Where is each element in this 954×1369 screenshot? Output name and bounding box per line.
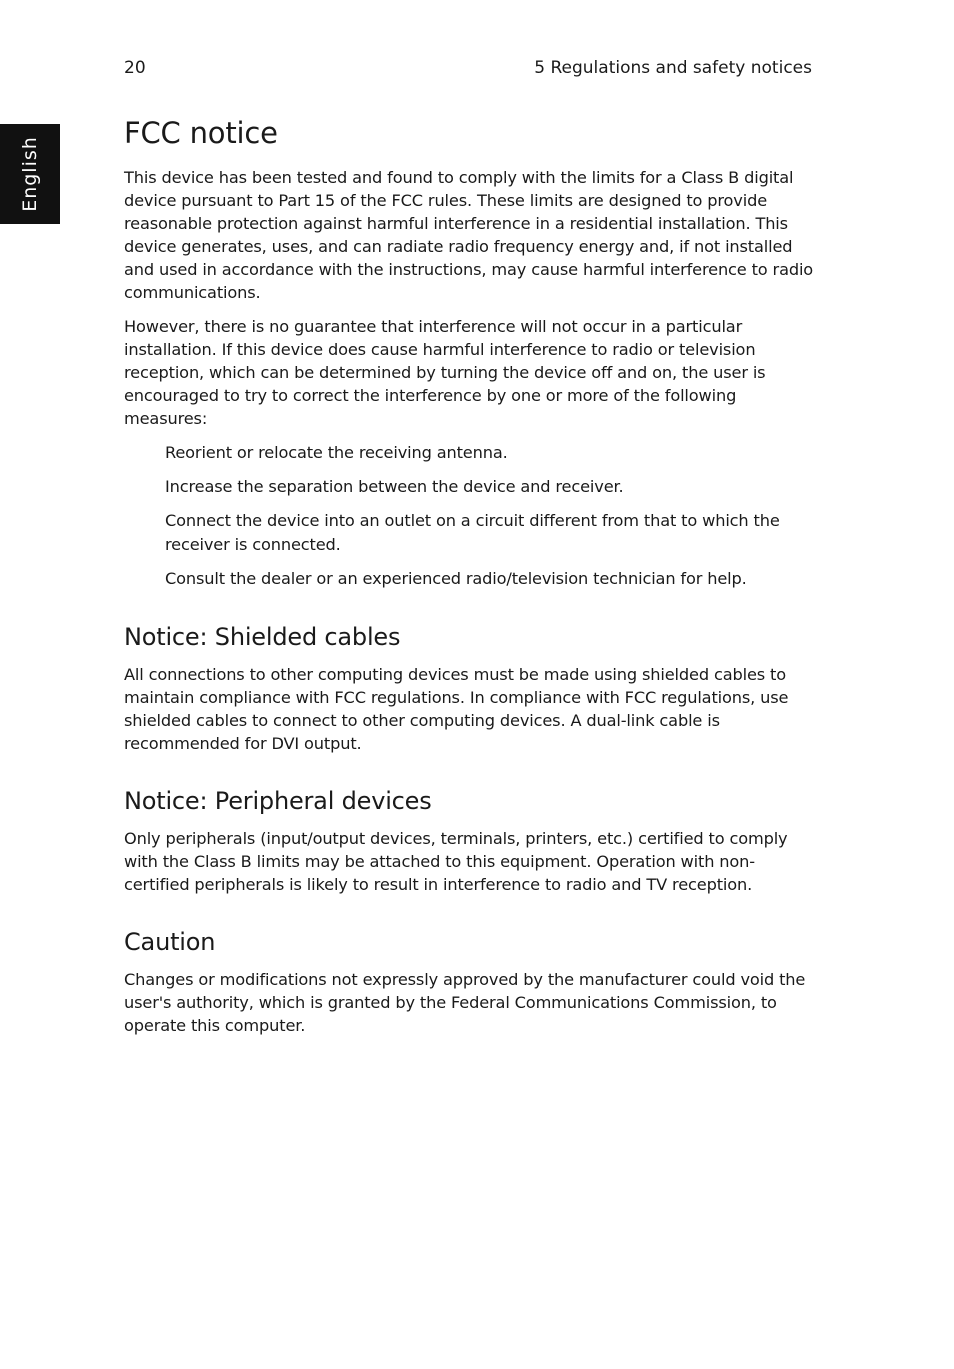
fcc-notice-paragraph: This device has been tested and found to comply with the limits for a Class B digital device pursuant to Part 15 of the FCC rules. These limits are designed to provide reasonable protection against harmful interference in a residential installation. This device generates, uses, and can radiate radio frequency energy and, if not installed and used in accordance with the instructions, may cause harmful interference to radio communications. (124, 168, 814, 302)
shielded-cables-title: Notice: Shielded cables (124, 623, 401, 651)
language-tab-label: English (19, 136, 41, 212)
measure-item: Consult the dealer or an experienced radio/television technician for help. (165, 569, 747, 588)
measure-item: Reorient or relocate the receiving antenna. (165, 443, 508, 462)
fcc-notice-paragraph: However, there is no guarantee that interference will not occur in a particular installation. If this device does cause harmful interference to radio or television reception, which can be determined by turning the device off and on, the user is encouraged to try to correct the interference by one or more of the following measures: (124, 317, 766, 428)
fcc-notice-title: FCC notice (124, 116, 278, 150)
shielded-cables-section (124, 621, 814, 755)
measures-list (124, 441, 814, 591)
page-content (124, 112, 814, 1048)
peripheral-devices-text: Only peripherals (input/output devices, terminals, printers, etc.) certified to comply with the Class B limits may be attached to this equipment. Operation with non-certified peripherals is likely to result in interference to radio and TV reception. (124, 829, 788, 894)
peripheral-devices-section (124, 785, 814, 896)
caution-text: Changes or modifications not expressly approved by the manufacturer could void the user's authority, which is granted by the Federal Communications Commission, to operate this computer. (124, 970, 806, 1035)
running-header: 5 Regulations and safety notices (534, 58, 812, 78)
language-tab (0, 124, 60, 224)
measure-item: Increase the separation between the device and receiver. (165, 477, 624, 496)
caution-section (124, 926, 814, 1037)
peripheral-devices-title: Notice: Peripheral devices (124, 787, 432, 815)
caution-title: Caution (124, 928, 216, 956)
fcc-notice-section (124, 112, 814, 591)
page-number: 20 (124, 58, 146, 78)
shielded-cables-text: All connections to other computing devices must be made using shielded cables to maintain compliance with FCC regulations. In compliance with FCC regulations, use shielded cables to connect to other computing devices. A dual-link cable is recommended for DVI output. (124, 665, 789, 753)
measure-item: Connect the device into an outlet on a circuit different from that to which the receiver is connected. (165, 511, 780, 554)
